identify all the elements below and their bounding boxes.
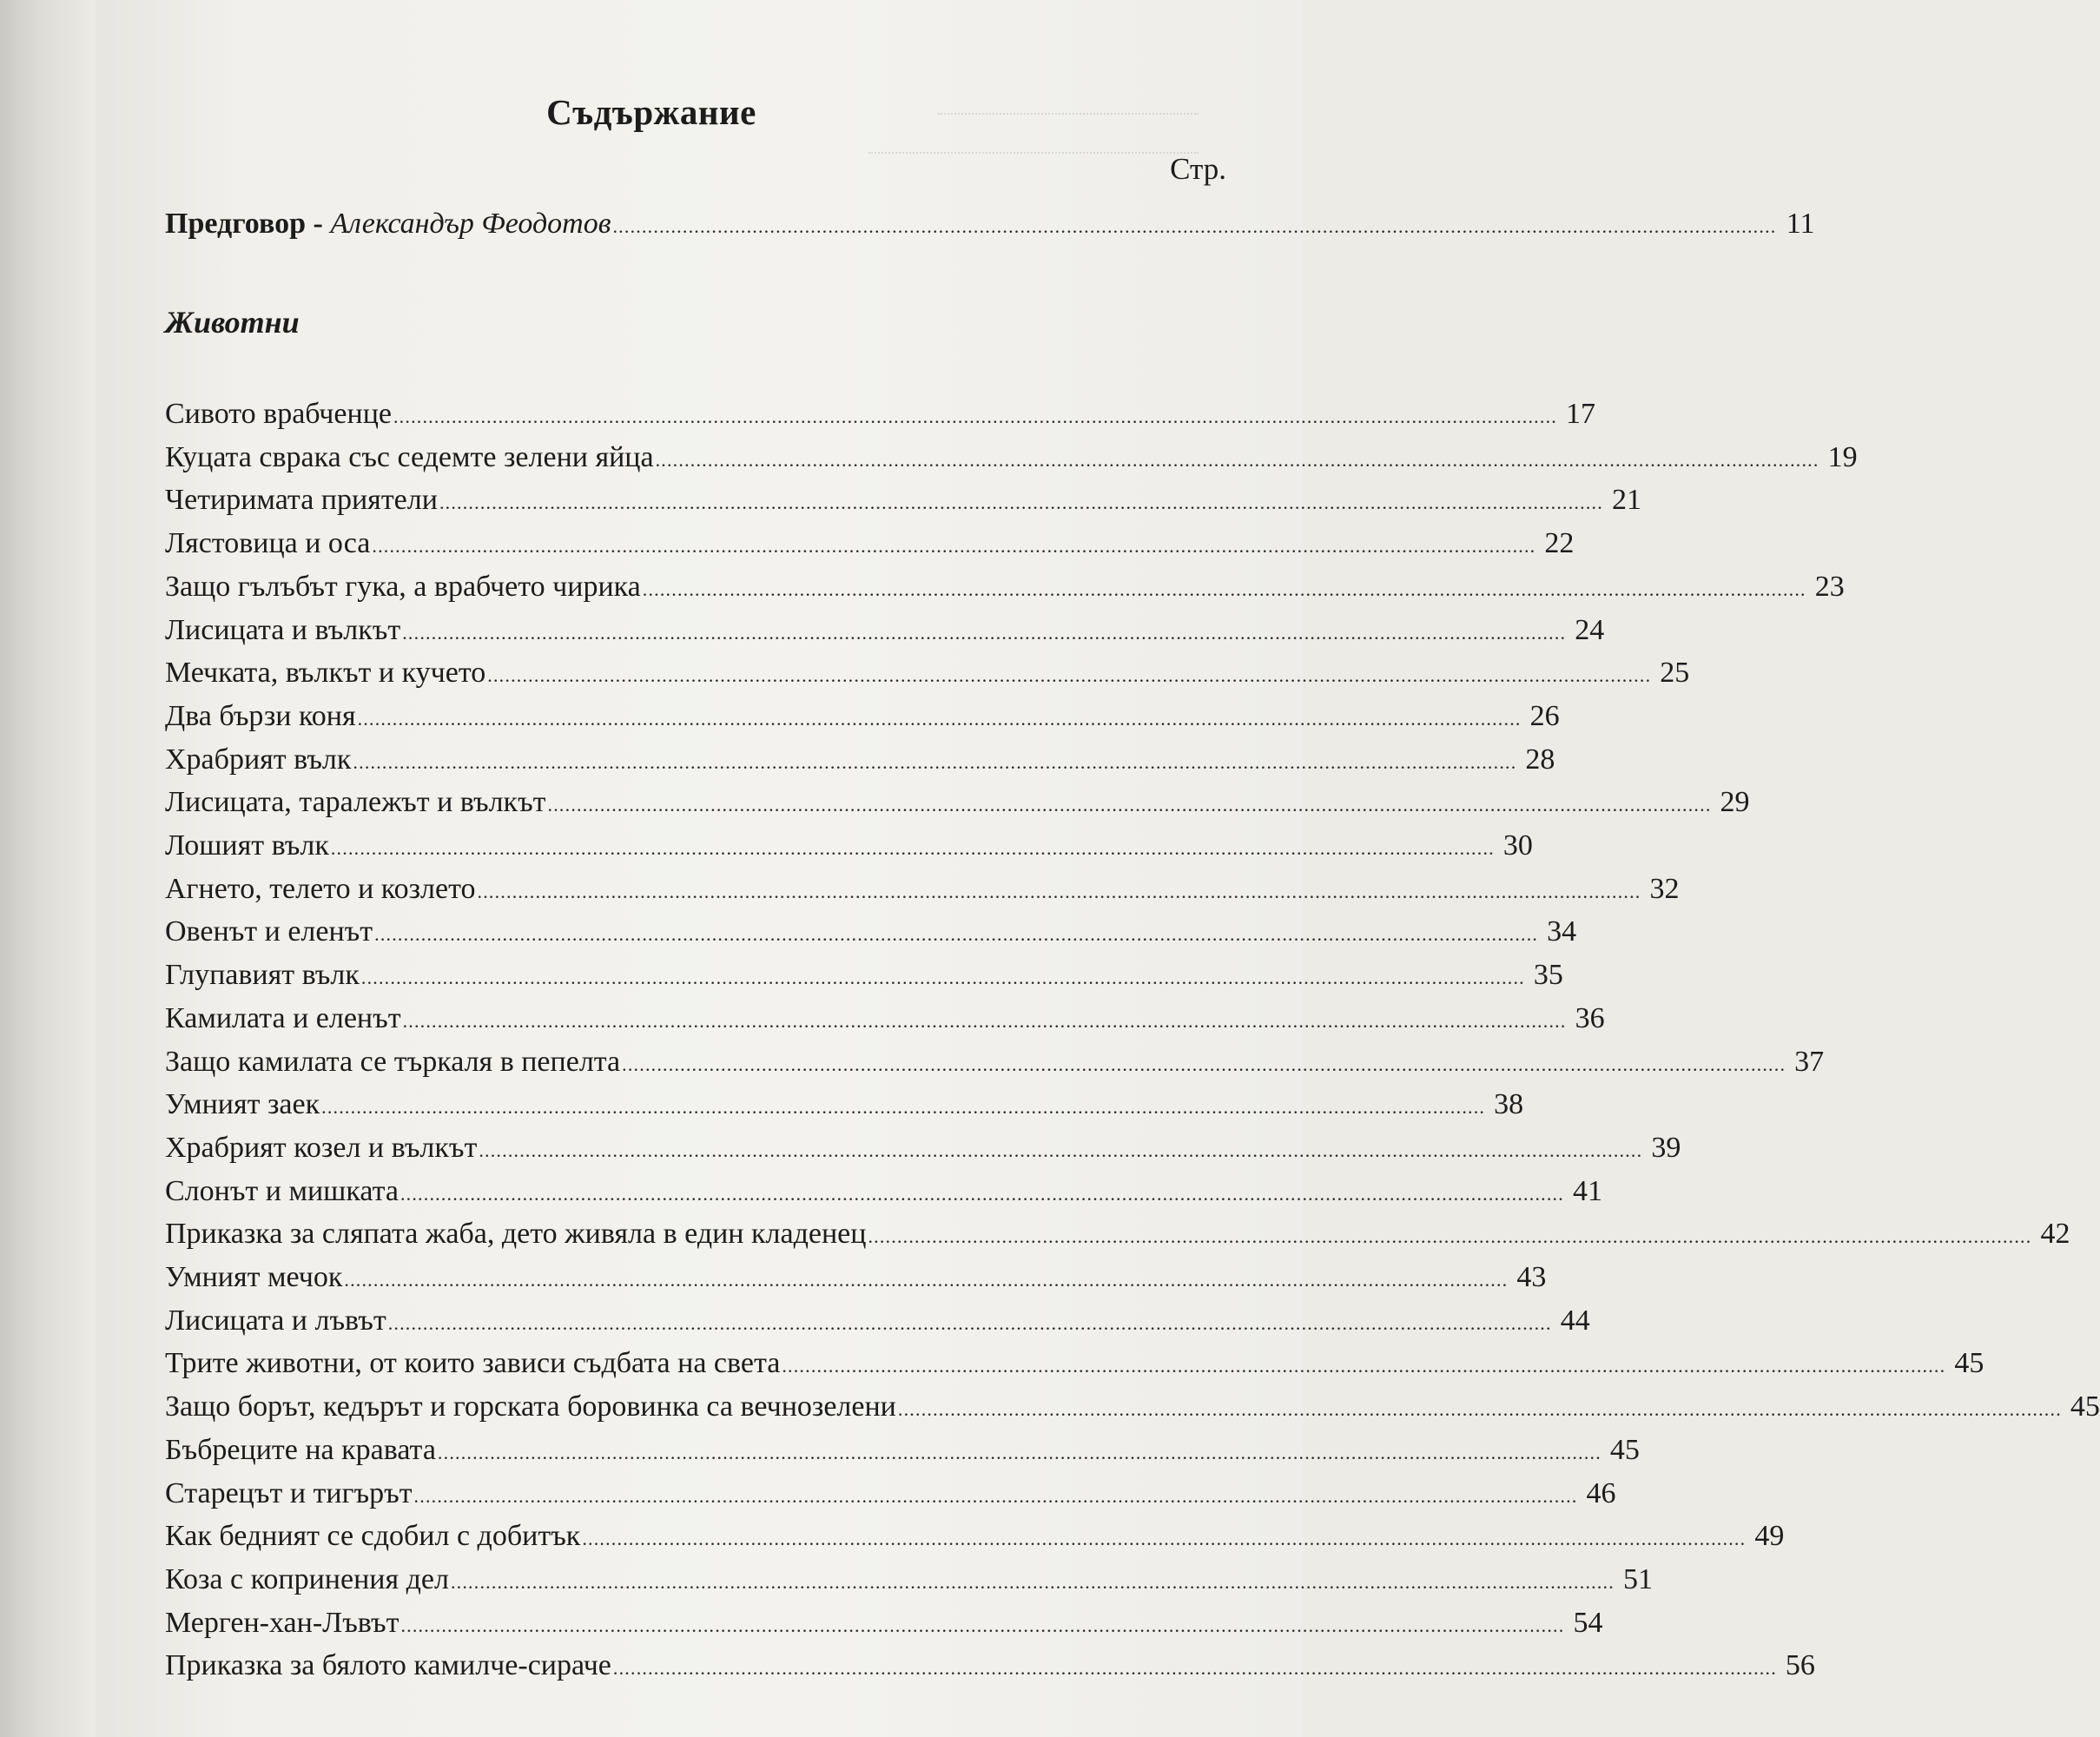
dot-leader: ........................................................................................................................................................................................................ <box>655 448 1819 471</box>
toc-entry-page-number: 30 <box>1502 829 1533 862</box>
toc-entry <box>165 1606 1603 1641</box>
dot-leader: ........................................................................................................................................................................................................ <box>400 1614 1565 1636</box>
toc-entry-title: Трите животни, от които зависи съдбата на света <box>165 1347 781 1380</box>
toc-entry-title: Храбрият вълк <box>165 743 352 776</box>
toc-entry <box>165 1390 2100 1424</box>
toc-entry-title: Овенът и еленът <box>165 915 373 948</box>
toc-entry-page-number: 39 <box>1651 1131 1681 1164</box>
toc-entry <box>165 829 1533 863</box>
toc-entry <box>165 1087 1524 1122</box>
toc-entry-title: Камилата и еленът <box>165 1001 401 1034</box>
toc-preface-row <box>165 207 1815 241</box>
toc-entry <box>165 1346 1984 1381</box>
toc-entry-title: Защо борът, кедърът и горската боровинка са вечнозелени <box>165 1390 896 1423</box>
toc-entry-page-number: 29 <box>1720 786 1750 819</box>
toc-entry-page-number: 23 <box>1814 570 1845 603</box>
dot-leader: ........................................................................................................................................................................................................ <box>357 707 1522 730</box>
dot-leader: ........................................................................................................................................................................................................ <box>387 1311 1552 1334</box>
toc-entry <box>165 699 1560 734</box>
toc-entry <box>165 1217 2070 1252</box>
toc-entry-page-number: 44 <box>1560 1304 1590 1337</box>
toc-entry-page-number: 17 <box>1565 398 1595 430</box>
toc-entry-page-number: 45 <box>1954 1347 1984 1380</box>
toc-entry-title: Лошият вълк <box>165 829 329 862</box>
dot-leader: ........................................................................................................................................................................................................ <box>450 1570 1615 1593</box>
dot-leader: ........................................................................................................................................................................................................ <box>622 1053 1786 1075</box>
toc-entry-title: Мерген-хан-Лъвът <box>165 1606 400 1639</box>
dot-leader: ........................................................................................................................................................................................................ <box>487 664 1652 687</box>
toc-entry-page-number: 19 <box>1827 440 1858 473</box>
toc-entry-page-number: 45 <box>1609 1433 1640 1466</box>
toc-entry-title: Приказка за сляпата жаба, дето живяла в един кладенец <box>165 1218 867 1251</box>
dot-leader: ........................................................................................................................................................................................................ <box>330 837 1495 859</box>
toc-entry-title: Агнето, телето и козлето <box>165 872 476 905</box>
toc-entry <box>165 1001 1605 1036</box>
toc-entry-page-number: 54 <box>1573 1606 1603 1639</box>
toc-entry-title: Лисицата и вълкът <box>165 613 401 646</box>
preface-title <box>165 207 611 241</box>
toc-entry-title: Коза с копринения дел <box>165 1562 449 1595</box>
toc-entry <box>165 1131 1681 1166</box>
toc-entry-title: Умният заек <box>165 1088 320 1121</box>
toc-entry-page-number: 41 <box>1572 1174 1602 1207</box>
toc-entry-page-number: 28 <box>1525 743 1555 776</box>
preface-author: Александър Феодотов <box>330 208 611 240</box>
preface-label: Предговор - <box>165 208 331 240</box>
dot-leader: ........................................................................................................................................................................................................ <box>612 215 1777 237</box>
toc-entry-page-number: 26 <box>1529 699 1560 732</box>
dot-leader: ........................................................................................................................................................................................................ <box>353 750 1517 773</box>
page-column-label: Стр. <box>1170 152 1226 186</box>
book-gutter-shadow <box>0 0 96 1737</box>
toc-entry-title: Бъбреците на кравата <box>165 1433 436 1466</box>
toc-entry <box>165 1519 1785 1554</box>
toc-entry-page-number: 21 <box>1611 484 1641 517</box>
toc-entry-title: Сивото врабченце <box>165 398 392 430</box>
dot-leader: ........................................................................................................................................................................................................ <box>582 1528 1747 1550</box>
dot-leader: ........................................................................................................................................................................................................ <box>393 406 1557 427</box>
dot-leader: ........................................................................................................................................................................................................ <box>360 967 1525 989</box>
toc-entry-title: Приказка за бялото камилче-сираче <box>165 1649 611 1682</box>
toc-entry-title: Глупавият вълк <box>165 959 360 992</box>
toc-entry-page-number: 36 <box>1575 1001 1605 1034</box>
dot-leader: ........................................................................................................................................................................................................ <box>437 1441 1601 1463</box>
dot-leader: ........................................................................................................................................................................................................ <box>400 1182 1564 1205</box>
toc-entry <box>165 1304 1590 1338</box>
toc-entry-page-number: 43 <box>1516 1261 1547 1293</box>
toc-entry-title: Лисицата и лъвът <box>165 1304 386 1337</box>
toc-entry <box>165 743 1555 777</box>
dot-leader: ........................................................................................................................................................................................................ <box>479 1139 1643 1161</box>
toc-entry-page-number: 34 <box>1547 915 1577 948</box>
dot-leader: ........................................................................................................................................................................................................ <box>372 535 1536 558</box>
toc-entry-page-number: 38 <box>1494 1088 1524 1121</box>
toc-entry <box>165 872 1680 907</box>
dot-leader: ........................................................................................................................................................................................................ <box>413 1484 1578 1507</box>
dot-leader: ........................................................................................................................................................................................................ <box>477 880 1641 902</box>
dot-leader: ........................................................................................................................................................................................................ <box>782 1355 1946 1377</box>
toc-entry <box>165 483 1641 518</box>
toc-entry-title: Мечката, вълкът и кучето <box>165 657 486 690</box>
toc-entry-page-number: 45 <box>2070 1390 2100 1423</box>
toc-entry-title: Храбрият козел и вълкът <box>165 1131 478 1164</box>
toc-entry-title: Умният мечок <box>165 1261 343 1293</box>
toc-entry-page-number: 37 <box>1794 1045 1825 1078</box>
toc-entry <box>165 440 1858 475</box>
toc-entry-title: Два бързи коня <box>165 699 356 732</box>
toc-entry-page-number: 32 <box>1649 872 1680 905</box>
toc-entry-page-number: 56 <box>1785 1649 1815 1682</box>
toc-entry <box>165 1562 1653 1597</box>
dot-leader: ........................................................................................................................................................................................................ <box>402 621 1567 644</box>
toc-entry-title: Лястовица и оса <box>165 527 371 560</box>
toc-entry-title: Защо камилата се търкаля в пепелта <box>165 1045 621 1078</box>
toc-entry <box>165 958 1563 993</box>
toc-entry-page-number: 42 <box>2040 1218 2070 1251</box>
toc-entry <box>165 656 1690 690</box>
toc-entry-title: Старецът и тигърът <box>165 1476 413 1509</box>
dot-leader: ........................................................................................................................................................................................................ <box>612 1657 1777 1680</box>
dot-leader: ........................................................................................................................................................................................................ <box>547 794 1712 816</box>
toc-entry <box>165 526 1575 561</box>
toc-entry-page-number: 35 <box>1533 959 1563 992</box>
dot-leader: ........................................................................................................................................................................................................ <box>402 1009 1567 1032</box>
dot-leader: ........................................................................................................................................................................................................ <box>868 1225 2032 1248</box>
dot-leader: ........................................................................................................................................................................................................ <box>344 1269 1509 1291</box>
toc-entry <box>165 1260 1547 1295</box>
page-title: Съдържание <box>546 92 756 133</box>
toc-entry-title: Лисицата, таралежът и вълкът <box>165 786 546 819</box>
toc-entry-title: Четиримата приятели <box>165 484 438 517</box>
toc-entry-page-number: 51 <box>1622 1562 1653 1595</box>
toc-entry <box>165 1045 1825 1080</box>
toc-entry-page-number: 24 <box>1575 613 1605 646</box>
toc-entry <box>165 570 1845 604</box>
toc-entry <box>165 397 1595 432</box>
toc-entry <box>165 1648 1815 1683</box>
section-heading: Животни <box>165 305 300 340</box>
toc-entry-page-number: 22 <box>1544 527 1575 560</box>
toc-entry-title: Защо гълъбът гука, а врабчето чирика <box>165 570 641 603</box>
preface-page-number: 11 <box>1786 208 1815 240</box>
dot-leader: ........................................................................................................................................................................................................ <box>642 578 1806 600</box>
toc-entry-title: Как бедният се сдобил с добитък <box>165 1520 581 1553</box>
toc-entry-title: Слонът и мишката <box>165 1174 399 1207</box>
dot-leader: ........................................................................................................................................................................................................ <box>321 1096 1486 1119</box>
toc-entry <box>165 785 1750 820</box>
toc-entry-page-number: 49 <box>1754 1520 1785 1553</box>
toc-entry <box>165 1433 1640 1468</box>
toc-entry <box>165 1174 1602 1209</box>
dot-leader: ........................................................................................................................................................................................................ <box>374 923 1539 946</box>
toc-entry-page-number: 46 <box>1586 1476 1616 1509</box>
toc-entry <box>165 915 1577 949</box>
dot-leader: ........................................................................................................................................................................................................ <box>897 1398 2062 1421</box>
toc-entry <box>165 1476 1616 1511</box>
dot-leader: ........................................................................................................................................................................................................ <box>439 492 1603 514</box>
toc-entry-title: Куцата сврака със седемте зелени яйца <box>165 440 654 473</box>
toc-entry <box>165 613 1605 648</box>
toc-entry-page-number: 25 <box>1660 657 1690 690</box>
